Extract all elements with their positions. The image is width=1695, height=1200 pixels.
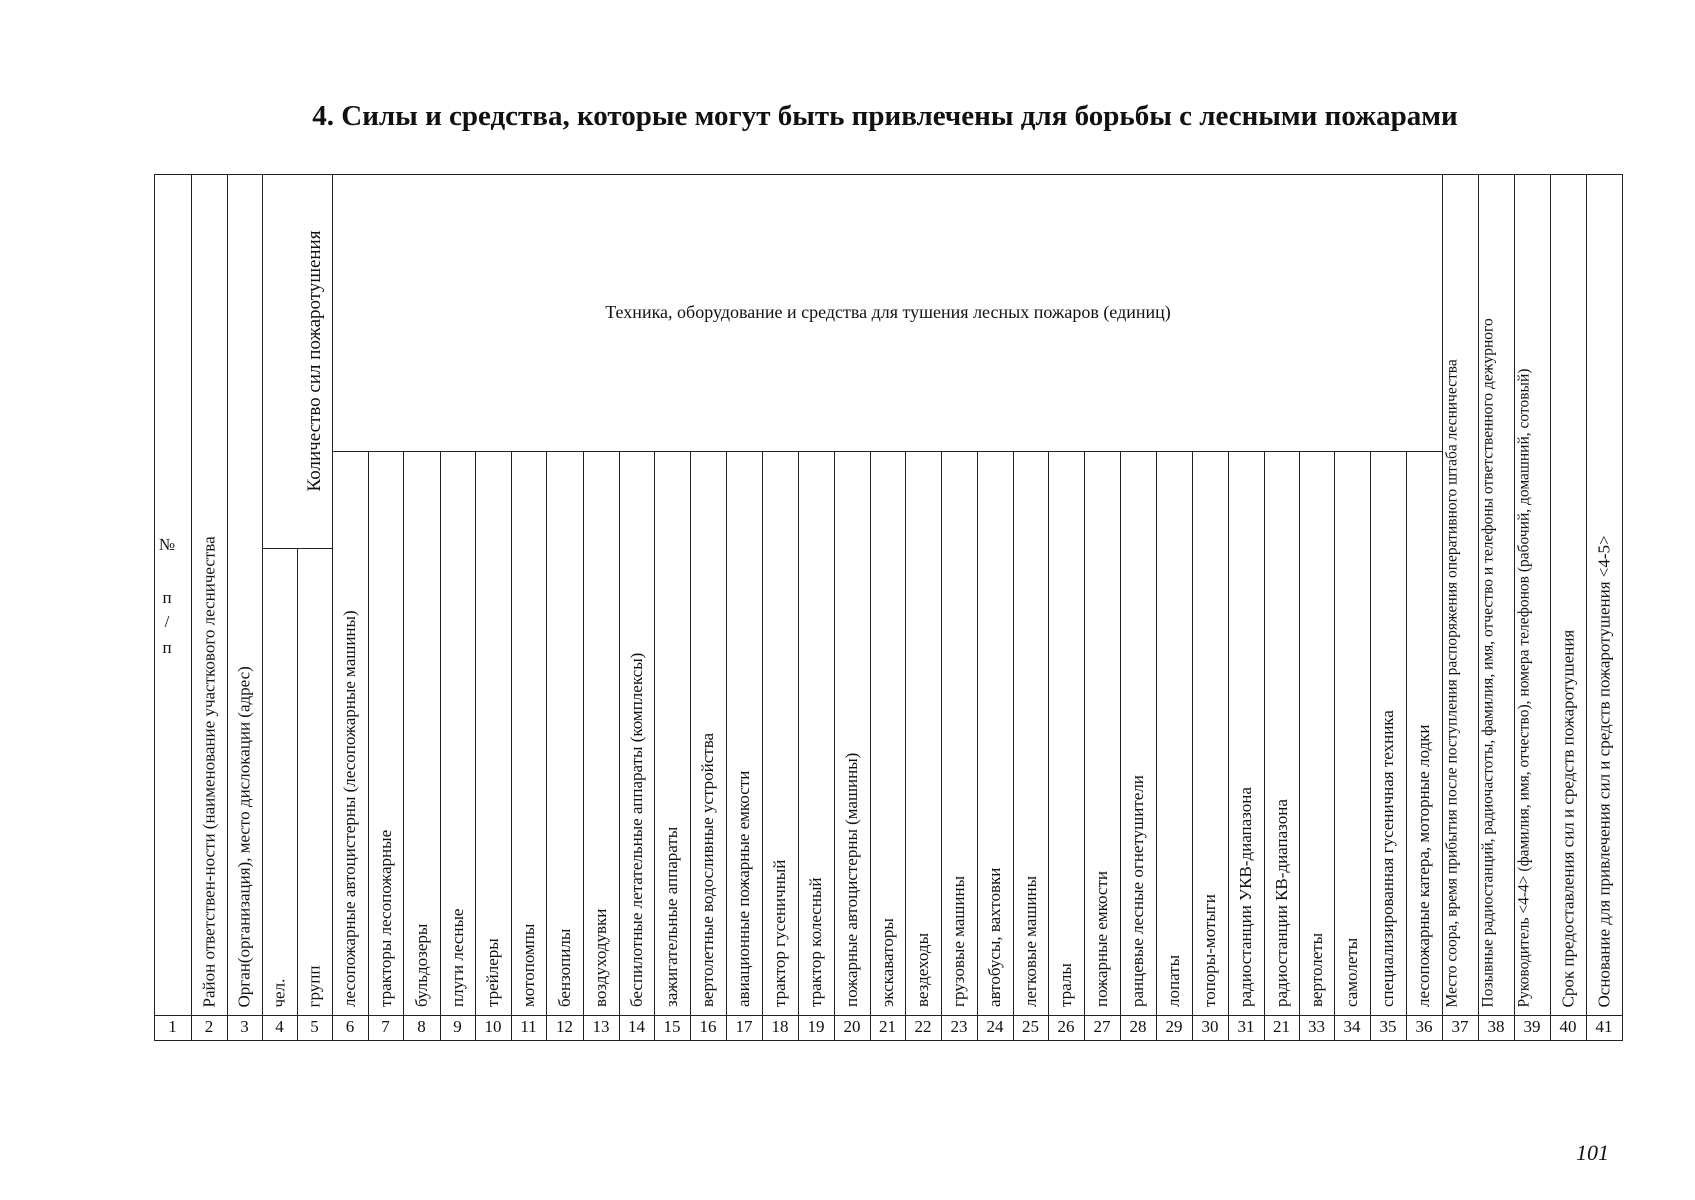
np-p1: п (162, 588, 172, 607)
table-rule (690, 451, 691, 1041)
column-header: Позывные радиостанций, радиочастоты, фамилия, имя, отчество и телефоны ответственного дежурного (1479, 317, 1496, 1007)
column-number: 19 (807, 1017, 825, 1036)
table-rule (332, 451, 1442, 452)
column-number: 7 (381, 1017, 390, 1036)
table-rule (870, 451, 871, 1041)
column-header: лопаты (1164, 954, 1183, 1007)
column-number: 3 (240, 1017, 249, 1036)
table-rule (1406, 451, 1407, 1041)
table-rule (583, 451, 584, 1041)
column-header: тракторы лесопожарные (375, 829, 395, 1007)
table-rule (1084, 451, 1085, 1041)
column-number: 21 (1273, 1017, 1290, 1036)
column-number: 21 (879, 1017, 896, 1036)
column-header: легковые машины (1020, 875, 1040, 1007)
table-rule (154, 174, 1623, 175)
column-number: 11 (520, 1017, 537, 1036)
column-header: Срок предоставления сил и средств пожаротушения (1558, 629, 1577, 1007)
column-header: Руководитель <4-4> (фамилия, имя, отчество), номера телефонов (рабочий, домашний, сотовый) (1515, 368, 1532, 1007)
column-number: 5 (310, 1017, 319, 1036)
column-number: 39 (1523, 1017, 1541, 1036)
column-header: вертолеты (1306, 932, 1326, 1007)
column-header: специализированная гусеничная техника (1378, 710, 1397, 1007)
column-header: бензопилы (554, 928, 574, 1007)
table-rule (191, 174, 192, 1041)
column-header: трактор гусеничный (770, 859, 789, 1007)
column-number: 36 (1415, 1017, 1433, 1036)
column-number: 2 (204, 1017, 214, 1036)
column-header: Место соора, время прибытия после поступления распоряжения оперативного штаба лесничества (1443, 358, 1460, 1007)
column-header: Основание для привлечения сил и средств пожаротушения <4-5> (1594, 534, 1613, 1007)
table-rule (368, 451, 369, 1041)
column-number: 27 (1093, 1017, 1111, 1036)
column-number: 10 (484, 1017, 502, 1036)
column-header: радиостанции УКВ-диапазона (1236, 787, 1255, 1007)
column-number: 20 (843, 1017, 861, 1036)
column-number: 4 (275, 1017, 284, 1036)
table-rule (1192, 451, 1193, 1041)
table-rule (440, 451, 441, 1041)
column-number: 24 (986, 1017, 1004, 1036)
table-rule (798, 451, 799, 1041)
column-header: лесопожарные катера, моторные лодки (1414, 724, 1433, 1007)
column-header: пожарные емкости (1092, 871, 1111, 1007)
table-rule (154, 1040, 1623, 1041)
column-header: самолеты (1342, 937, 1361, 1007)
column-number: 35 (1379, 1017, 1397, 1036)
column-number: 40 (1559, 1017, 1577, 1036)
table-rule (1228, 451, 1229, 1041)
column-number: 22 (914, 1017, 932, 1036)
column-header: трактор колесный (806, 877, 825, 1007)
table-rule (1586, 174, 1587, 1041)
table-rule (1622, 174, 1623, 1041)
table-rule (1048, 451, 1049, 1041)
column-header: авиационные пожарные емкости (734, 770, 753, 1007)
np-p2: п (162, 638, 172, 657)
np-slash: / (164, 612, 170, 631)
table-rule (762, 451, 763, 1041)
table-rule (1013, 451, 1014, 1041)
table-rule (1334, 451, 1335, 1041)
table-rule (1370, 451, 1371, 1041)
column-header: автобусы, вахтовки (985, 867, 1004, 1007)
column-header: Район ответствен-ности (наименование участкового лесничества (199, 535, 218, 1007)
table-rule (1299, 451, 1300, 1041)
column-number: 1 (168, 1017, 177, 1036)
column-number: 15 (663, 1017, 681, 1036)
column-number: 26 (1057, 1017, 1075, 1036)
column-number: 38 (1487, 1017, 1505, 1036)
column-number: 30 (1201, 1017, 1219, 1036)
table-rule (475, 451, 476, 1041)
column-header: Орган(организация), место дислокации (адрес) (234, 665, 254, 1007)
column-number: 16 (699, 1017, 717, 1036)
column-header: вертолетные водосливные устройства (698, 732, 717, 1007)
column-number: 6 (345, 1017, 355, 1036)
column-number: 37 (1451, 1017, 1469, 1036)
column-header: лесопожарные автоцистерны (лесопожарные машины) (340, 610, 359, 1007)
column-header: тралы (1056, 963, 1075, 1007)
column-number: 41 (1595, 1017, 1613, 1036)
column-header: ранцевые лесные огнетушители (1128, 775, 1147, 1007)
column-header: экскаваторы (877, 918, 897, 1007)
table-rule (977, 451, 978, 1041)
table-rule (227, 174, 228, 1041)
column-header: плуги лесные (447, 908, 467, 1007)
np-symbol: № (158, 535, 176, 554)
column-header: топоры-мотыги (1200, 894, 1219, 1007)
column-header: вездеходы (913, 933, 932, 1007)
column-number: 8 (417, 1017, 426, 1036)
column-header: радиостанции КВ-диапазона (1271, 799, 1291, 1007)
table-rule (654, 451, 655, 1041)
table-rule (1550, 174, 1551, 1041)
table-rule (941, 451, 942, 1041)
column-number: 31 (1237, 1017, 1255, 1036)
column-number: 14 (628, 1017, 645, 1036)
column-number: 13 (592, 1017, 610, 1036)
column-number: 25 (1022, 1017, 1039, 1036)
table-rule (1264, 451, 1265, 1041)
column-header: чел. (269, 978, 289, 1007)
column-number: 9 (453, 1017, 462, 1036)
page-number: 101 (1576, 1140, 1609, 1165)
column-number: 17 (735, 1017, 753, 1036)
column-header: грузовые машины (949, 875, 968, 1007)
column-number: 33 (1308, 1017, 1325, 1036)
column-number: 28 (1129, 1017, 1147, 1036)
table-rule (332, 174, 333, 1041)
column-number: 29 (1165, 1017, 1183, 1036)
column-number: 34 (1343, 1017, 1361, 1036)
table-rule (726, 451, 727, 1041)
column-header: зажигательные аппараты (662, 826, 681, 1007)
column-number: 18 (771, 1017, 789, 1036)
column-number: 12 (556, 1017, 573, 1036)
group-equipment-header: Техника, оборудование и средства для тушения лесных пожаров (единиц) (605, 302, 1171, 322)
table-rule (297, 548, 298, 1041)
table-rule (1156, 451, 1157, 1041)
table-rule (403, 451, 404, 1041)
table-rule (546, 451, 547, 1041)
column-header: беспилотные летательные аппараты (комплексы) (626, 652, 646, 1007)
table-rule (834, 451, 835, 1041)
page-title: 4. Силы и средства, которые могут быть привлечены для борьбы с лесными пожарами (312, 100, 1458, 132)
table-rule (511, 451, 512, 1041)
table-rule (905, 451, 906, 1041)
column-header: бульдозеры (411, 923, 431, 1007)
table-rule (262, 174, 263, 1041)
column-header: воздуходувки (591, 908, 610, 1007)
table-rule (154, 174, 155, 1041)
column-header: пожарные автоцистерны (машины) (842, 752, 861, 1007)
group-forces-header: Количество сил пожаротушения (304, 230, 325, 492)
table-rule (619, 451, 620, 1041)
table-rule (1120, 451, 1121, 1041)
column-number: 23 (950, 1017, 968, 1036)
column-header: трейлеры (483, 938, 502, 1007)
column-header: мотопомпы (518, 923, 538, 1007)
column-header: групп (304, 965, 324, 1007)
